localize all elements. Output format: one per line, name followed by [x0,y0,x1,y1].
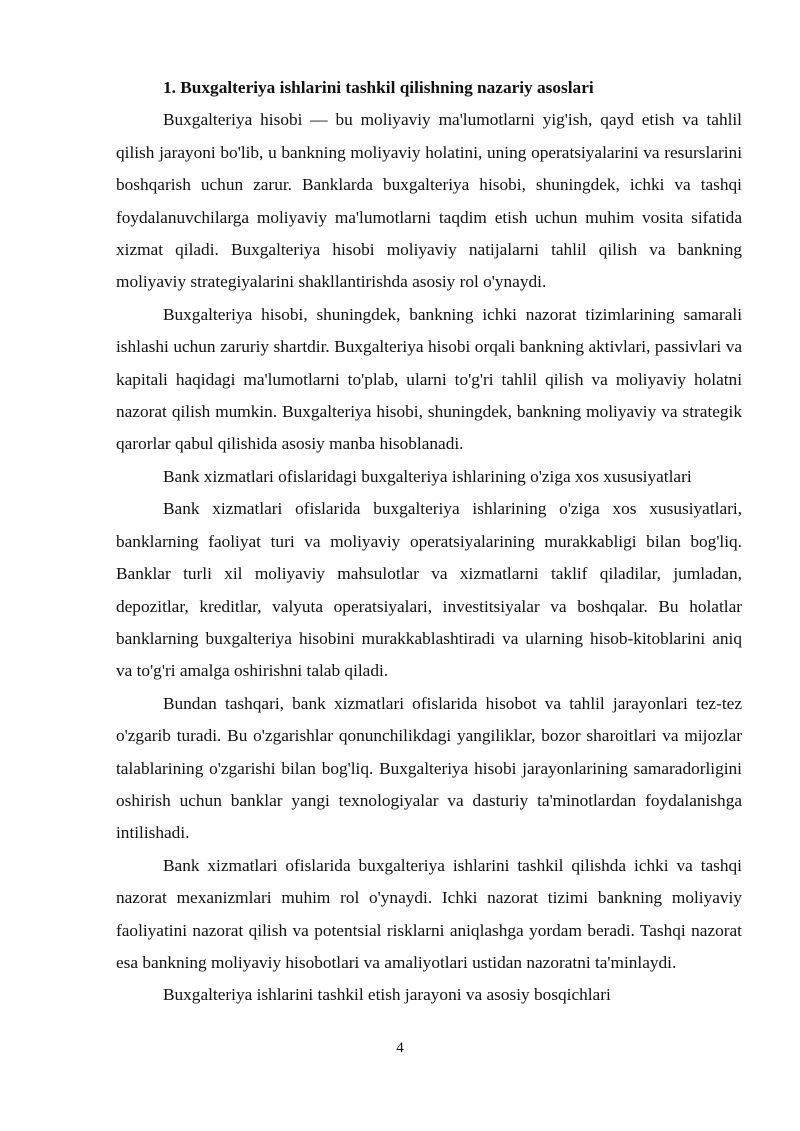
page-number: 4 [396,1040,404,1056]
page-content [116,72,742,1012]
paragraph-4: Bundan tashqari, bank xizmatlari ofislarida hisobot va tahlil jarayonlari tez-tez o'zgarib turadi. Bu o'zgarishlar qonunchilikdagi yangiliklar, bozor sharoitlari va mijozlar talablarining o'zgarishi bilan bog'liq. Buxgalteriya hisobi jarayonlarining samaradorligini oshirish uchun banklar yangi texnologiyalar va dasturiy ta'minotlardan foydalanishga intilishadi. [116,693,742,843]
paragraph-5: Bank xizmatlari ofislarida buxgalteriya ishlarini tashkil qilishda ichki va tashqi nazorat mexanizmlari muhim rol o'ynaydi. Ichki nazorat tizimi bankning moliyaviy faoliyatini nazorat qilish va potentsial risklarni aniqlashga yordam beradi. Tashqi nazorat esa bankning moliyaviy hisobotlari va amaliyotlari ustidan nazoratni ta'minlaydi. [116,855,742,972]
subheading-features: Bank xizmatlari ofislaridagi buxgalteriya ishlarining o'ziga xos xususiyatlari [163,466,692,486]
paragraph-2: Buxgalteriya hisobi, shuningdek, bankning ichki nazorat tizimlarining samarali ishlashi uchun zaruriy shartdir. Buxgalteriya hisobi orqali bankning aktivlari, passivlari va kapitali haqidagi ma'lumotlarni to'plab, ularni to'g'ri tahlil qilish va moliyaviy holatni nazorat qilish mumkin. Buxgalteriya hisobi, shuningdek, bankning moliyaviy va strategik qarorlar qabul qilishida asosiy manba hisoblanadi. [116,304,742,454]
paragraph-1: Buxgalteriya hisobi — bu moliyaviy ma'lumotlarni yig'ish, qayd etish va tahlil qilish jarayoni bo'lib, u bankning moliyaviy holatini, uning operatsiyalarini va resurslarini boshqarish uchun zarur. Banklarda buxgalteriya hisobi, shuningdek, ichki va tashqi foydalanuvchilarga moliyaviy ma'lumotlarni taqdim etish uchun muhim vosita sifatida xizmat qiladi. Buxgalteriya hisobi moliyaviy natijalarni tahlil qilish va bankning moliyaviy strategiyalarini shakllantirishda asosiy rol o'ynaydi. [116,110,742,292]
subheading-process: Buxgalteriya ishlarini tashkil etish jarayoni va asosiy bosqichlari [163,985,611,1005]
paragraph-3: Bank xizmatlari ofislarida buxgalteriya ishlarining o'ziga xos xususiyatlari, banklarning faoliyat turi va moliyaviy operatsiyalarining murakkabligi bilan bog'liq. Banklar turli xil moliyaviy mahsulotlar va xizmatlarni taklif qiladilar, jumladan, depozitlar, kreditlar, valyuta operatsiyalari, investitsiyalar va boshqalar. Bu holatlar banklarning buxgalteriya hisobini murakkablashtiradi va ularning hisob-kitoblarini aniq va to'g'ri amalga oshirishni talab qiladi. [116,499,742,681]
section-heading: 1. Buxgalteriya ishlarini tashkil qilishning nazariy asoslari [163,78,594,97]
